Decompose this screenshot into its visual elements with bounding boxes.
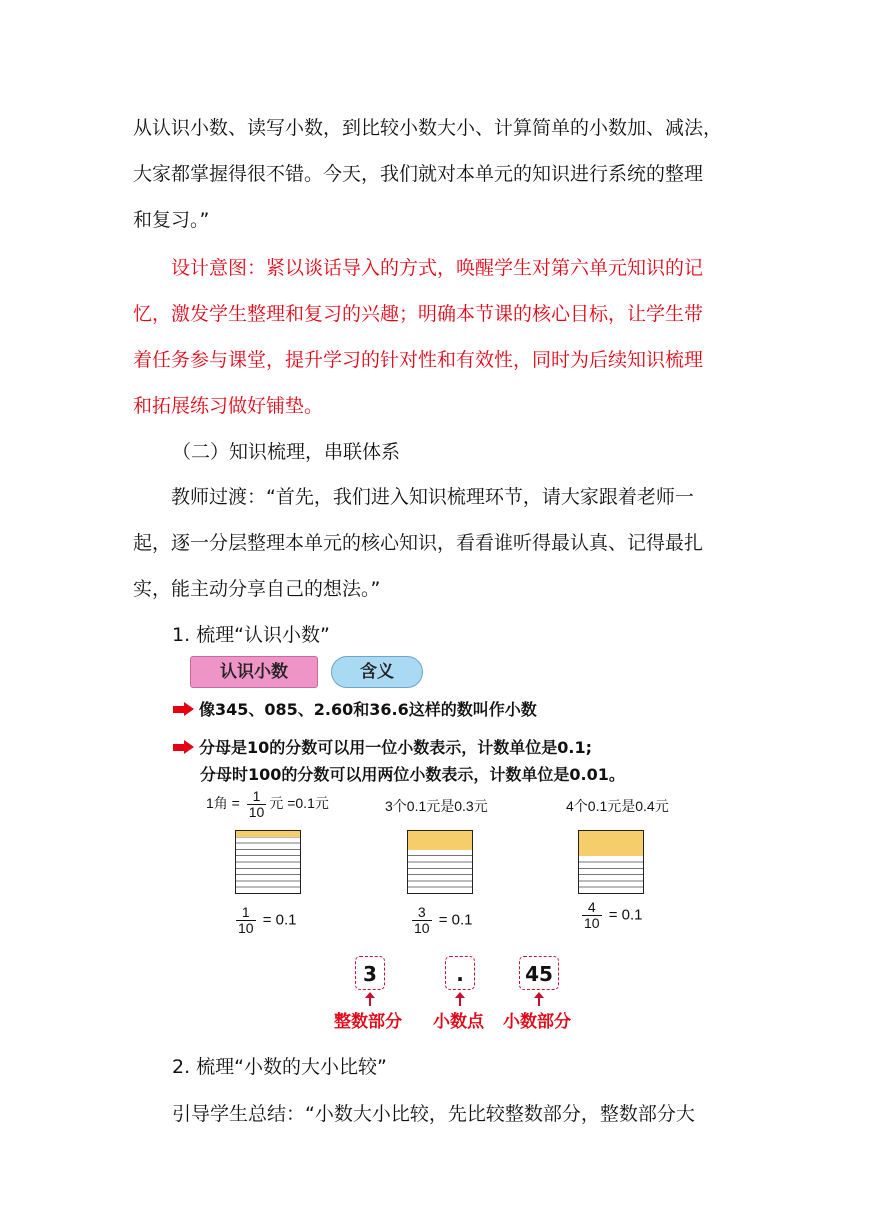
- grid-equation: [579, 900, 643, 931]
- caption-text: 元 =0.1元: [269, 795, 329, 812]
- intro-line: 大家都掌握得很不错。今天，我们就对本单元的知识进行系统的整理: [133, 163, 704, 185]
- item2-heading: 2. 梳理“小数的大小比较”: [172, 1056, 387, 1078]
- grid-fill: [408, 831, 472, 850]
- design-intent-line: 忆，激发学生整理和复习的兴趣；明确本节课的核心目标，让学生带: [133, 303, 704, 325]
- fraction: [236, 905, 256, 936]
- design-intent-paragraph: [133, 245, 743, 429]
- right-arrow-icon: [173, 740, 195, 754]
- equation-value: = 0.1: [262, 911, 297, 929]
- integer-part-box: 3: [355, 956, 385, 990]
- fraction-denominator: 10: [238, 920, 254, 936]
- intro-paragraph: [133, 105, 743, 243]
- design-intent-line: 和拓展练习做好铺垫。: [133, 395, 324, 417]
- topic-tag: 认识小数: [190, 656, 318, 688]
- up-arrow-icon: [455, 992, 465, 1006]
- item1-heading: 1. 梳理“认识小数”: [172, 624, 330, 646]
- decimal-point-label: 小数点: [433, 1012, 484, 1032]
- fraction: [582, 900, 602, 931]
- counting-unit-bullet: [173, 735, 592, 758]
- up-arrow-icon: [534, 992, 544, 1006]
- intro-line: 从认识小数、读写小数，到比较小数大小、计算简单的小数加、减法，: [133, 117, 723, 139]
- design-intent-line: 着任务参与课堂，提升学习的针对性和有效性，同时为后续知识梳理: [133, 349, 704, 371]
- intro-line: 和复习。”: [133, 209, 210, 231]
- decimal-part-label: 小数部分: [503, 1012, 571, 1032]
- decimal-point-box: .: [445, 956, 475, 990]
- grid-fill: [236, 831, 300, 837]
- fraction-denominator: 10: [584, 915, 600, 931]
- fraction-denominator: 10: [414, 920, 430, 936]
- design-intent-line: 设计意图：紧以谈话导入的方式，唤醒学生对第六单元知识的记: [171, 257, 704, 279]
- bullet-text: 分母是10的分数可以用一位小数表示，计数单位是0.1;: [199, 738, 593, 757]
- tenths-grid: [407, 830, 473, 894]
- grid-equation: [233, 905, 297, 936]
- fraction-numerator: 4: [587, 899, 596, 915]
- caption-text: 1角 =: [206, 795, 240, 812]
- section-heading: （二）知识梳理，串联体系: [172, 441, 401, 463]
- grid-equation: [409, 905, 473, 936]
- caption-jiao: [206, 789, 329, 820]
- transition-line: 起，逐一分层整理本单元的核心知识，看看谁听得最认真、记得最扎: [133, 532, 704, 554]
- summary-line: 引导学生总结：“小数大小比较，先比较整数部分，整数部分大: [172, 1103, 695, 1125]
- transition-line: 教师过渡：“首先，我们进入知识梳理环节，请大家跟着老师一: [171, 486, 694, 508]
- transition-line: 实，能主动分享自己的想法。”: [133, 578, 381, 600]
- tenths-grid: [578, 830, 644, 894]
- fraction-numerator: 3: [417, 904, 426, 920]
- grid-fill: [579, 831, 643, 856]
- right-arrow-icon: [173, 702, 195, 716]
- tenths-grid: [235, 830, 301, 894]
- fraction: [247, 789, 267, 820]
- definition-bullet: [173, 697, 537, 720]
- equation-value: = 0.1: [608, 906, 643, 924]
- fraction-denominator: 10: [248, 804, 265, 820]
- counting-unit-bullet-line2: 分母时100的分数可以用两位小数表示，计数单位是0.01。: [200, 765, 625, 784]
- decimal-part-box: 45: [519, 956, 559, 990]
- up-arrow-icon: [365, 992, 375, 1006]
- fraction-numerator: 1: [252, 788, 261, 804]
- meaning-tag: 含义: [331, 656, 423, 688]
- transition-paragraph: [133, 474, 743, 612]
- equation-value: = 0.1: [438, 911, 473, 929]
- caption-four-tenths: 4个0.1元是0.4元: [566, 798, 669, 814]
- integer-part-label: 整数部分: [334, 1012, 402, 1032]
- fraction-numerator: 1: [241, 904, 250, 920]
- bullet-text: 像345、085、2.60和36.6这样的数叫作小数: [199, 700, 537, 719]
- fraction: [412, 905, 432, 936]
- caption-three-tenths: 3个0.1元是0.3元: [385, 798, 488, 814]
